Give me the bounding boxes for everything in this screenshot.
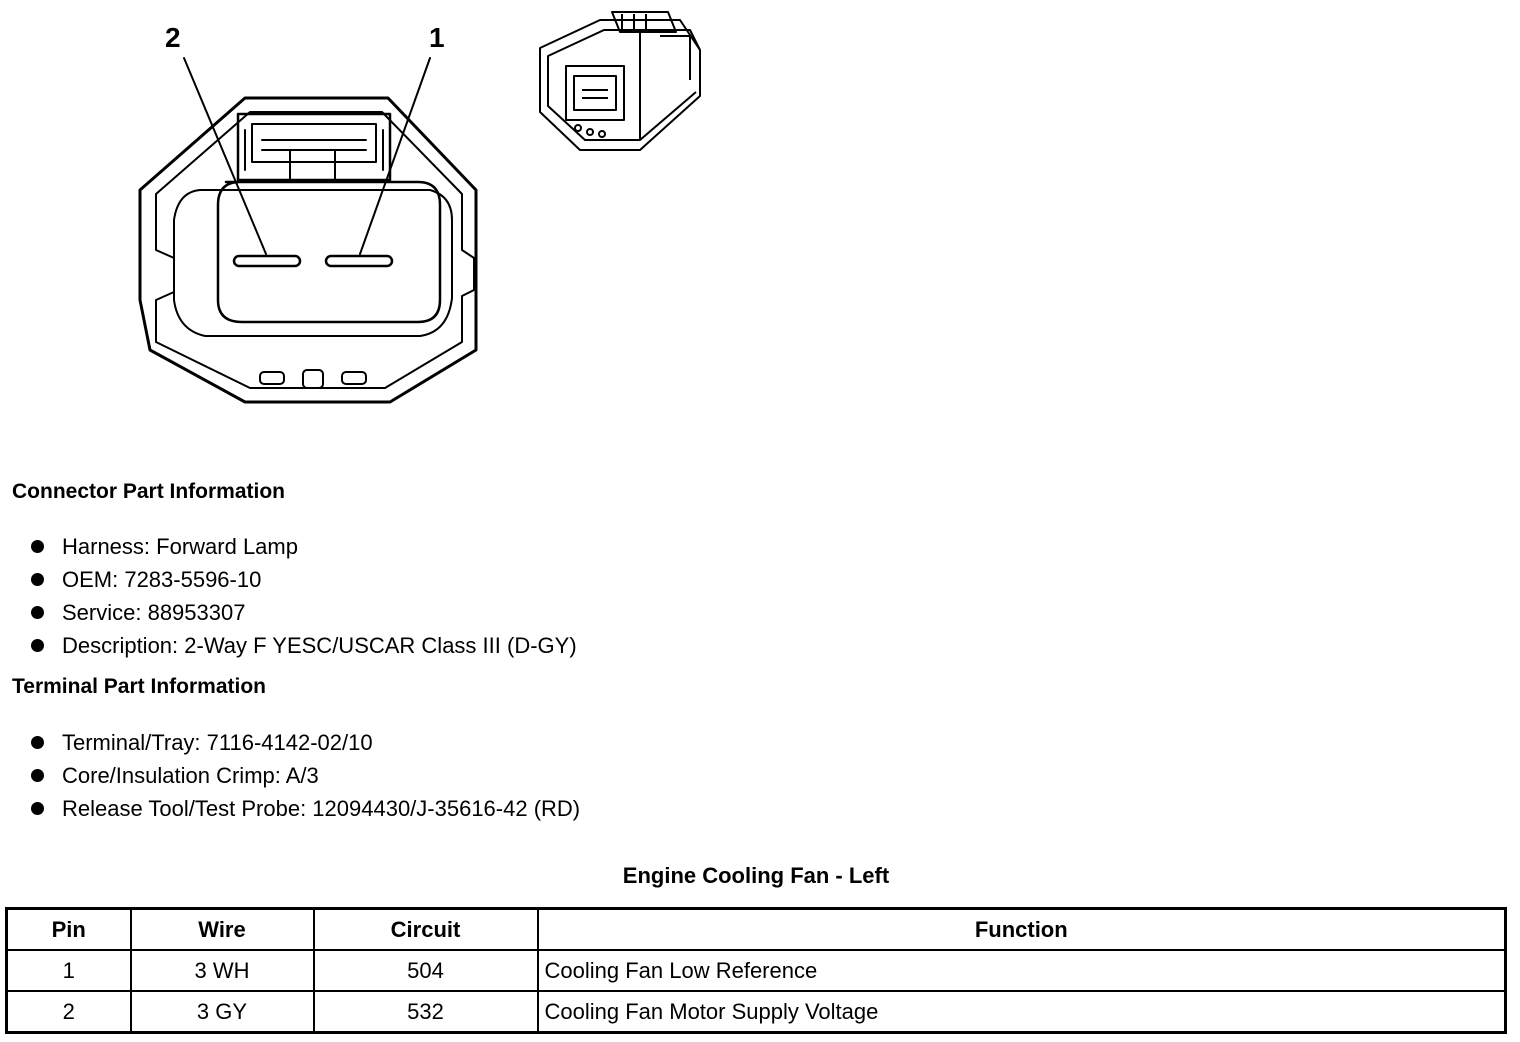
column-header-pin: Pin [7,909,131,951]
column-header-circuit: Circuit [314,909,538,951]
terminal-2 [234,256,300,266]
list-item: OEM: 7283-5596-10 [30,563,577,596]
list-item: Service: 88953307 [30,596,577,629]
list-item: Harness: Forward Lamp [30,530,577,563]
terminal-1 [326,256,392,266]
connector-part-info-heading: Connector Part Information [12,480,286,503]
connector-face-diagram [0,0,760,420]
connector-outer-housing [140,98,476,402]
column-header-wire: Wire [131,909,314,951]
terminal-part-info-list [30,726,580,825]
table-header-row [7,909,1506,951]
table-row [7,991,1506,1033]
table-row [7,950,1506,991]
list-item: Description: 2-Way F YESC/USCAR Class III (D-GY) [30,629,577,662]
cell-circuit: 504 [314,950,538,991]
list-item: Core/Insulation Crimp: A/3 [30,759,580,792]
terminal-cavity-block [218,182,440,322]
cell-pin: 2 [7,991,131,1033]
pin-2-label: 2 [165,22,181,53]
cell-function: Cooling Fan Motor Supply Voltage [538,991,1506,1033]
bullet-icon [31,540,44,553]
list-item: Release Tool/Test Probe: 12094430/J-35616-42 (RD) [30,792,580,825]
bullet-icon [31,769,44,782]
bullet-icon [31,606,44,619]
bullet-icon [31,573,44,586]
bullet-icon [31,802,44,815]
pin-1-label: 1 [429,22,445,53]
bullet-icon [31,736,44,749]
list-item: Terminal/Tray: 7116-4142-02/10 [30,726,580,759]
connector-seal-outline [156,112,474,388]
cell-wire: 3 WH [131,950,314,991]
cell-circuit: 532 [314,991,538,1033]
column-header-function: Function [538,909,1506,951]
bullet-icon [31,639,44,652]
pinout-table [5,907,1507,1034]
cell-function: Cooling Fan Low Reference [538,950,1506,991]
connector-part-info-list [30,530,577,662]
connector-isometric-view [540,12,700,150]
table-title: Engine Cooling Fan - Left [622,863,890,888]
cell-pin: 1 [7,950,131,991]
terminal-part-info-heading: Terminal Part Information [12,675,266,698]
leader-line-pin-1 [360,58,430,254]
leader-line-pin-2 [184,58,266,254]
cell-wire: 3 GY [131,991,314,1033]
